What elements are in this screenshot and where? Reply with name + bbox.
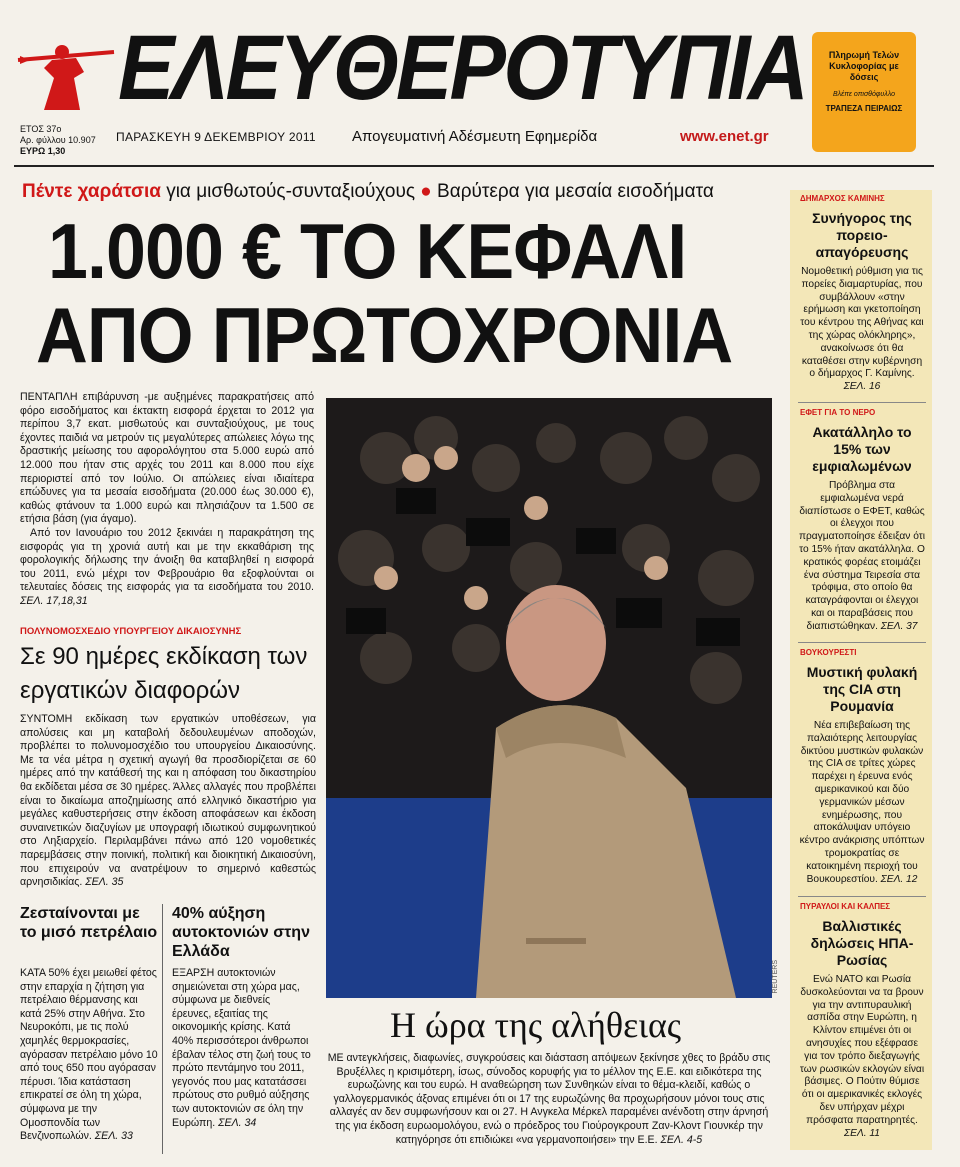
suicides-text: ΕΞΑΡΣΗ αυτοκτονιών σημειώνεται στη χώρα μας, σύμφωνα με διεθνείς έρευνες, εξαιτίας της οικονομικής κρίσης. Κατά 40% περισσότεροι άνθρωποι έβαλαν τέλος στη ζωή τους το πρώτο πεντάμηνο του 2011, γεγονός που μας κατατάσσει πρώτους στο ρυθμό αύξησης των αυτοκτονιών σε όλη την Ευρώπη. (172, 967, 311, 1129)
sidebar-divider (798, 402, 926, 403)
tagline: Απογευματινή Αδέσμευτη Εφημερίδα (352, 128, 598, 145)
sidebar-text (798, 720, 926, 886)
issue-price: ΕΥΡΩ 1,30 (20, 146, 66, 156)
sidebar-text (798, 974, 926, 1140)
suicides-headline[interactable]: 40% αύξηση αυτοκτονιών στην Ελλάδα (172, 905, 310, 960)
sidebar-kicker: ΕΦΕΤ ΓΙΑ ΤΟ ΝΕΡΟ (800, 408, 876, 417)
sidebar-body: Νέα επιβεβαίωση της παλαιότερης λειτουργίας δικτύου μυστικών φυλακών της CIA σε τρίτες χώρες παρέχει η έρευνα ενός αμερικανικού και δύο γερμανικών μέσων ενημέρωσης, που αποκάλυψαν υπόγειο κέντρο ανάκρισης υπόπτων τρομοκρατίας σε κατοικημένη περιοχή του Βουκουρεστίου. (799, 720, 925, 885)
lead-body (20, 391, 314, 609)
oil-headline[interactable]: Ζεσταίνονται με το μισό πετρέλαιο (20, 905, 158, 941)
promo-box[interactable] (812, 32, 916, 152)
lead-kicker-highlight: Πέντε χαράτσια (22, 181, 161, 202)
issue-year: ΕΤΟΣ 37ο (20, 124, 62, 134)
sidebar-divider (798, 642, 926, 643)
justice-text: ΣΥΝΤΟΜΗ εκδίκαση των εργατικών υποθέσεων, για απολύσεις και μη καταβολή δεδουλευμένων αποδοχών, προβλέπει το πολυνομοσχέδιο του υπουργείου Δικαιοσύνης. Με τα νέα μέτρα η σχετική αγωγή θα προσδιορίζεται σε 60 ημέρες από την κατάθεσή της και η απόφαση του δικαστηρίου θα εκδίδεται μέσα σε 30 ημέρες. Άλλες αλλαγές που προβλέπει είναι το δικαίωμα αποζημίωσης από ελληνικό δικαστήριο για μεγάλες καθυστερήσεις στην έκδοση αποφάσεων και έκδοση συναινετικών διαζυγίων με υπογραφή ιδιωτικού συμφωνητικού στο Ληξιαρχείο. Περιλαμβάνει πάνω από 120 νομοθετικές παρεμβάσεις στην ποινική, πολιτική και διοικητική Δικαιοσύνη, που επιχειρούν να ανατρέψουν το σημερινό καθεστώς αρνησιδικίας. (20, 713, 316, 889)
lead-photo[interactable] (326, 398, 772, 998)
sidebar-body: Νομοθετική ρύθμιση για τις πορείες διαμαρτυρίας, που συμβάλλουν «στην ερήμωση και γκετοποίηση του κέντρου της Αθήνας και της χώρας ολόκληρης», ανακοίνωσε ότι θα καταθέσει στην κυβέρνηση ο δήμαρχος Γ. Καμίνης. (800, 266, 924, 380)
issue-info (20, 124, 130, 157)
masthead-title: ΕΛΕΥΘΕΡΟΤΥΠΙΑ (118, 17, 807, 119)
lead-kicker-second: Βαρύτερα για μεσαία εισοδήματα (437, 181, 714, 202)
photo-caption-body: ΜΕ αντεγκλήσεις, διαφωνίες, συγκρούσεις και διάσταση απόψεων ξεκίνησε χθες το βράδυ στις Βρυξέλλες η κρισιμότερη, ίσως, σύνοδος κορυφής για το μέλλον της Ε.Ε. και ειδικότερα της ευρωζώνης και του ευρώ. Η αναθεώρηση των Συνθηκών είναι το θέμα-κλειδί, καθώς ο γαλλογερμανικός άξονας επιμένει ότι οι 17 της ευρωζώνης θα προχωρήσουν μόνοι τους στις αλλαγές αν δεν συμφωνήσουν και οι 27. Η Ανγκελα Μέρκελ παραμένει ανένδοτη στην άρνησή της για έκδοση ευρωομολόγου, ενώ ο πρόεδρος του Γιούρογκρουπ Ζαν-Κλοντ Γιουνκέρ την κατηγόρησε ότι επιδιώκει «να γερμανοποιήσει» την Ε.Ε. (327, 1052, 771, 1146)
newspaper-logo-figure (14, 38, 118, 114)
sidebar-headline[interactable]: Βαλλιστικές δηλώσεις ΗΠΑ-Ρωσίας (810, 918, 914, 968)
masthead-divider (14, 165, 934, 167)
lead-kicker-text: για μισθωτούς-συνταξιούχους (166, 181, 415, 202)
justice-headline[interactable]: Σε 90 ημέρες εκδίκαση των εργατικών διαφορών (20, 643, 308, 704)
lead-headline-line2[interactable]: ΑΠΟ ΠΡΩΤΟΧΡΟΝΙΑ (36, 291, 733, 379)
photo-caption-text (326, 1052, 772, 1147)
sidebar-headline[interactable]: Ακατάλληλο το 15% των εμφιαλωμένων (812, 424, 912, 474)
sidebar-body: Ενώ ΝΑΤΟ και Ρωσία δυσκολεύονται να τα βρουν για την αντιπυραυλική ασπίδα στην Ευρώπη, η Κλίντον επιμένει ότι οι ανησυχίες που εξέφρασε για τον τρόπο διεξαγωγής των ρωσικών εκλογών είναι βάσιμες. Ο Πούτιν θύμισε ότι οι αμερικανικές εκλογές δεν υπήρχαν μέχρι πρόσφατα παρατηρητές. (799, 974, 925, 1126)
suicides-body (172, 967, 312, 1130)
bullet-icon: ● (420, 181, 432, 202)
promo-subtext: Βλέπε οπισθόφυλλο (833, 91, 895, 98)
lead-kicker (22, 181, 714, 203)
page-ref: ΣΕΛ. 16 (843, 381, 881, 393)
promo-text: Πληρωμή Τελών Κυκλοφορίας με δόσεις (828, 50, 900, 82)
page-ref: ΣΕΛ. 33 (94, 1130, 133, 1143)
issue-number: Αρ. φύλλου 10.907 (20, 135, 96, 145)
sidebar-headline[interactable]: Συνήγορος της πορειο-απαγόρευσης (812, 210, 912, 260)
page-ref: ΣΕΛ. 4-5 (660, 1133, 703, 1146)
sidebar-text (798, 480, 926, 634)
page-ref: ΣΕΛ. 17,18,31 (20, 594, 88, 607)
justice-kicker: ΠΟΛΥΝΟΜΟΣΧΕΔΙΟ ΥΠΟΥΡΓΕΙΟΥ ΔΙΚΑΙΟΣΥΝΗΣ (20, 626, 242, 637)
lead-headline-line1[interactable]: 1.000 € ΤΟ ΚΕΦΑΛΙ (48, 207, 687, 295)
sidebar-divider (798, 896, 926, 897)
lead-paragraph: ΠΕΝΤΑΠΛΗ επιβάρυνση -με αυξημένες παρακρατήσεις από φόρο εισοδήματος και έκτακτη εισφορά έρχεται το 2012 για περίπου 3,7 εκατ. μισθωτούς και συνταξιούχους, με τους έχοντες παιδιά να μετρούν τις μεγαλύτερες απώλειες λόγω της δραστικής μείωσης του αφορολόγητου στα 5.000 ευρώ από 12.000 που ήταν στις αρχές του 2011 και 8.000 που είχε περιοριστεί από τον Ιούλιο. Οι απώλειες είναι ιδιαίτερα επώδυνες για τα μεσαία εισοδήματα (20.000 έως 30.000 €), καθώς φτάνουν τα 1.000 ευρώ και πλησιάζουν τα 1.500 σε ετήσια βάση (για άγαμο). (20, 391, 314, 526)
website-link[interactable]: www.enet.gr (680, 128, 769, 145)
justice-body (20, 713, 316, 890)
photo-caption-title[interactable]: Η ώρα της αλήθειας (390, 1005, 682, 1045)
lead-paragraph-text: Από τον Ιανουάριο του 2012 ξεκινάει η παρακράτηση της εισφοράς για τη χρονιά αυτή και με την εκκαθάριση της φορολογικής δήλωσης την άνοιξη θα καταβληθεί η εισφορά του 2011, ενώ μέχρι τον Φεβρουάριο θα εξοφλούνται οι τελευταίες δόσεις της εισφοράς για τα εισοδήματα του 2010. (20, 526, 314, 594)
sidebar-headline[interactable]: Μυστική φυλακή της CIA στη Ρουμανία (806, 664, 918, 714)
sidebar-kicker: ΔΗΜΑΡΧΟΣ ΚΑΜΙΝΗΣ (800, 194, 885, 203)
sidebar (790, 190, 932, 1150)
photo-credit: REUTERS (772, 960, 779, 994)
oil-text: ΚΑΤΑ 50% έχει μειωθεί φέτος στην επαρχία η ζήτηση για πετρέλαιο θέρμανσης και κατά 25% στην Αθήνα. Στο Νευροκόπι, με τις πολύ χαμηλές θερμοκρασίες, αγόρασαν πετρέλαιο μόνο 10 από τους 650 που αγόρασαν πέρυσι. Ίδια κατάσταση επικρατεί σε όλη τη χώρα, σύμφωνα με την Ομοσπονδία των Βενζινοπωλών. (20, 967, 158, 1143)
column-divider (162, 904, 163, 1154)
lead-paragraph (20, 527, 314, 609)
sidebar-body: Πρόβλημα στα εμφιαλωμένα νερά διαπίστωσε ο ΕΦΕΤ, καθώς οι έλεγχοι που πραγματοποίησε έδειξαν ότι το 15% ήταν ακατάλληλα. Ο κρατικός φορέας ετοιμάζει ένα σύστημα Τειρεσία στα τρόφιμα, στο οποίο θα καταγράφονται οι έλεγχοι και οι παραβάσεις που διαπιστώθηκαν. (798, 480, 926, 632)
sidebar-text (798, 266, 926, 394)
sidebar-kicker: ΒΟΥΚΟΥΡΕΣΤΙ (800, 648, 857, 657)
issue-date: ΠΑΡΑΣΚΕΥΗ 9 ΔΕΚΕΜΒΡΙΟΥ 2011 (116, 130, 316, 144)
page-ref: ΣΕΛ. 34 (218, 1116, 257, 1129)
oil-body (20, 967, 158, 1144)
promo-bank: ΤΡΑΠΕΖΑ ΠΕΙΡΑΙΩΣ (825, 104, 903, 113)
page-ref: ΣΕΛ. 12 (880, 873, 918, 885)
page-ref: ΣΕΛ. 11 (844, 1127, 880, 1139)
page-ref: ΣΕΛ. 37 (880, 620, 918, 632)
page-ref: ΣΕΛ. 35 (85, 876, 124, 889)
sidebar-kicker: ΠΥΡΑΥΛΟΙ ΚΑΙ ΚΑΛΠΕΣ (800, 902, 891, 911)
